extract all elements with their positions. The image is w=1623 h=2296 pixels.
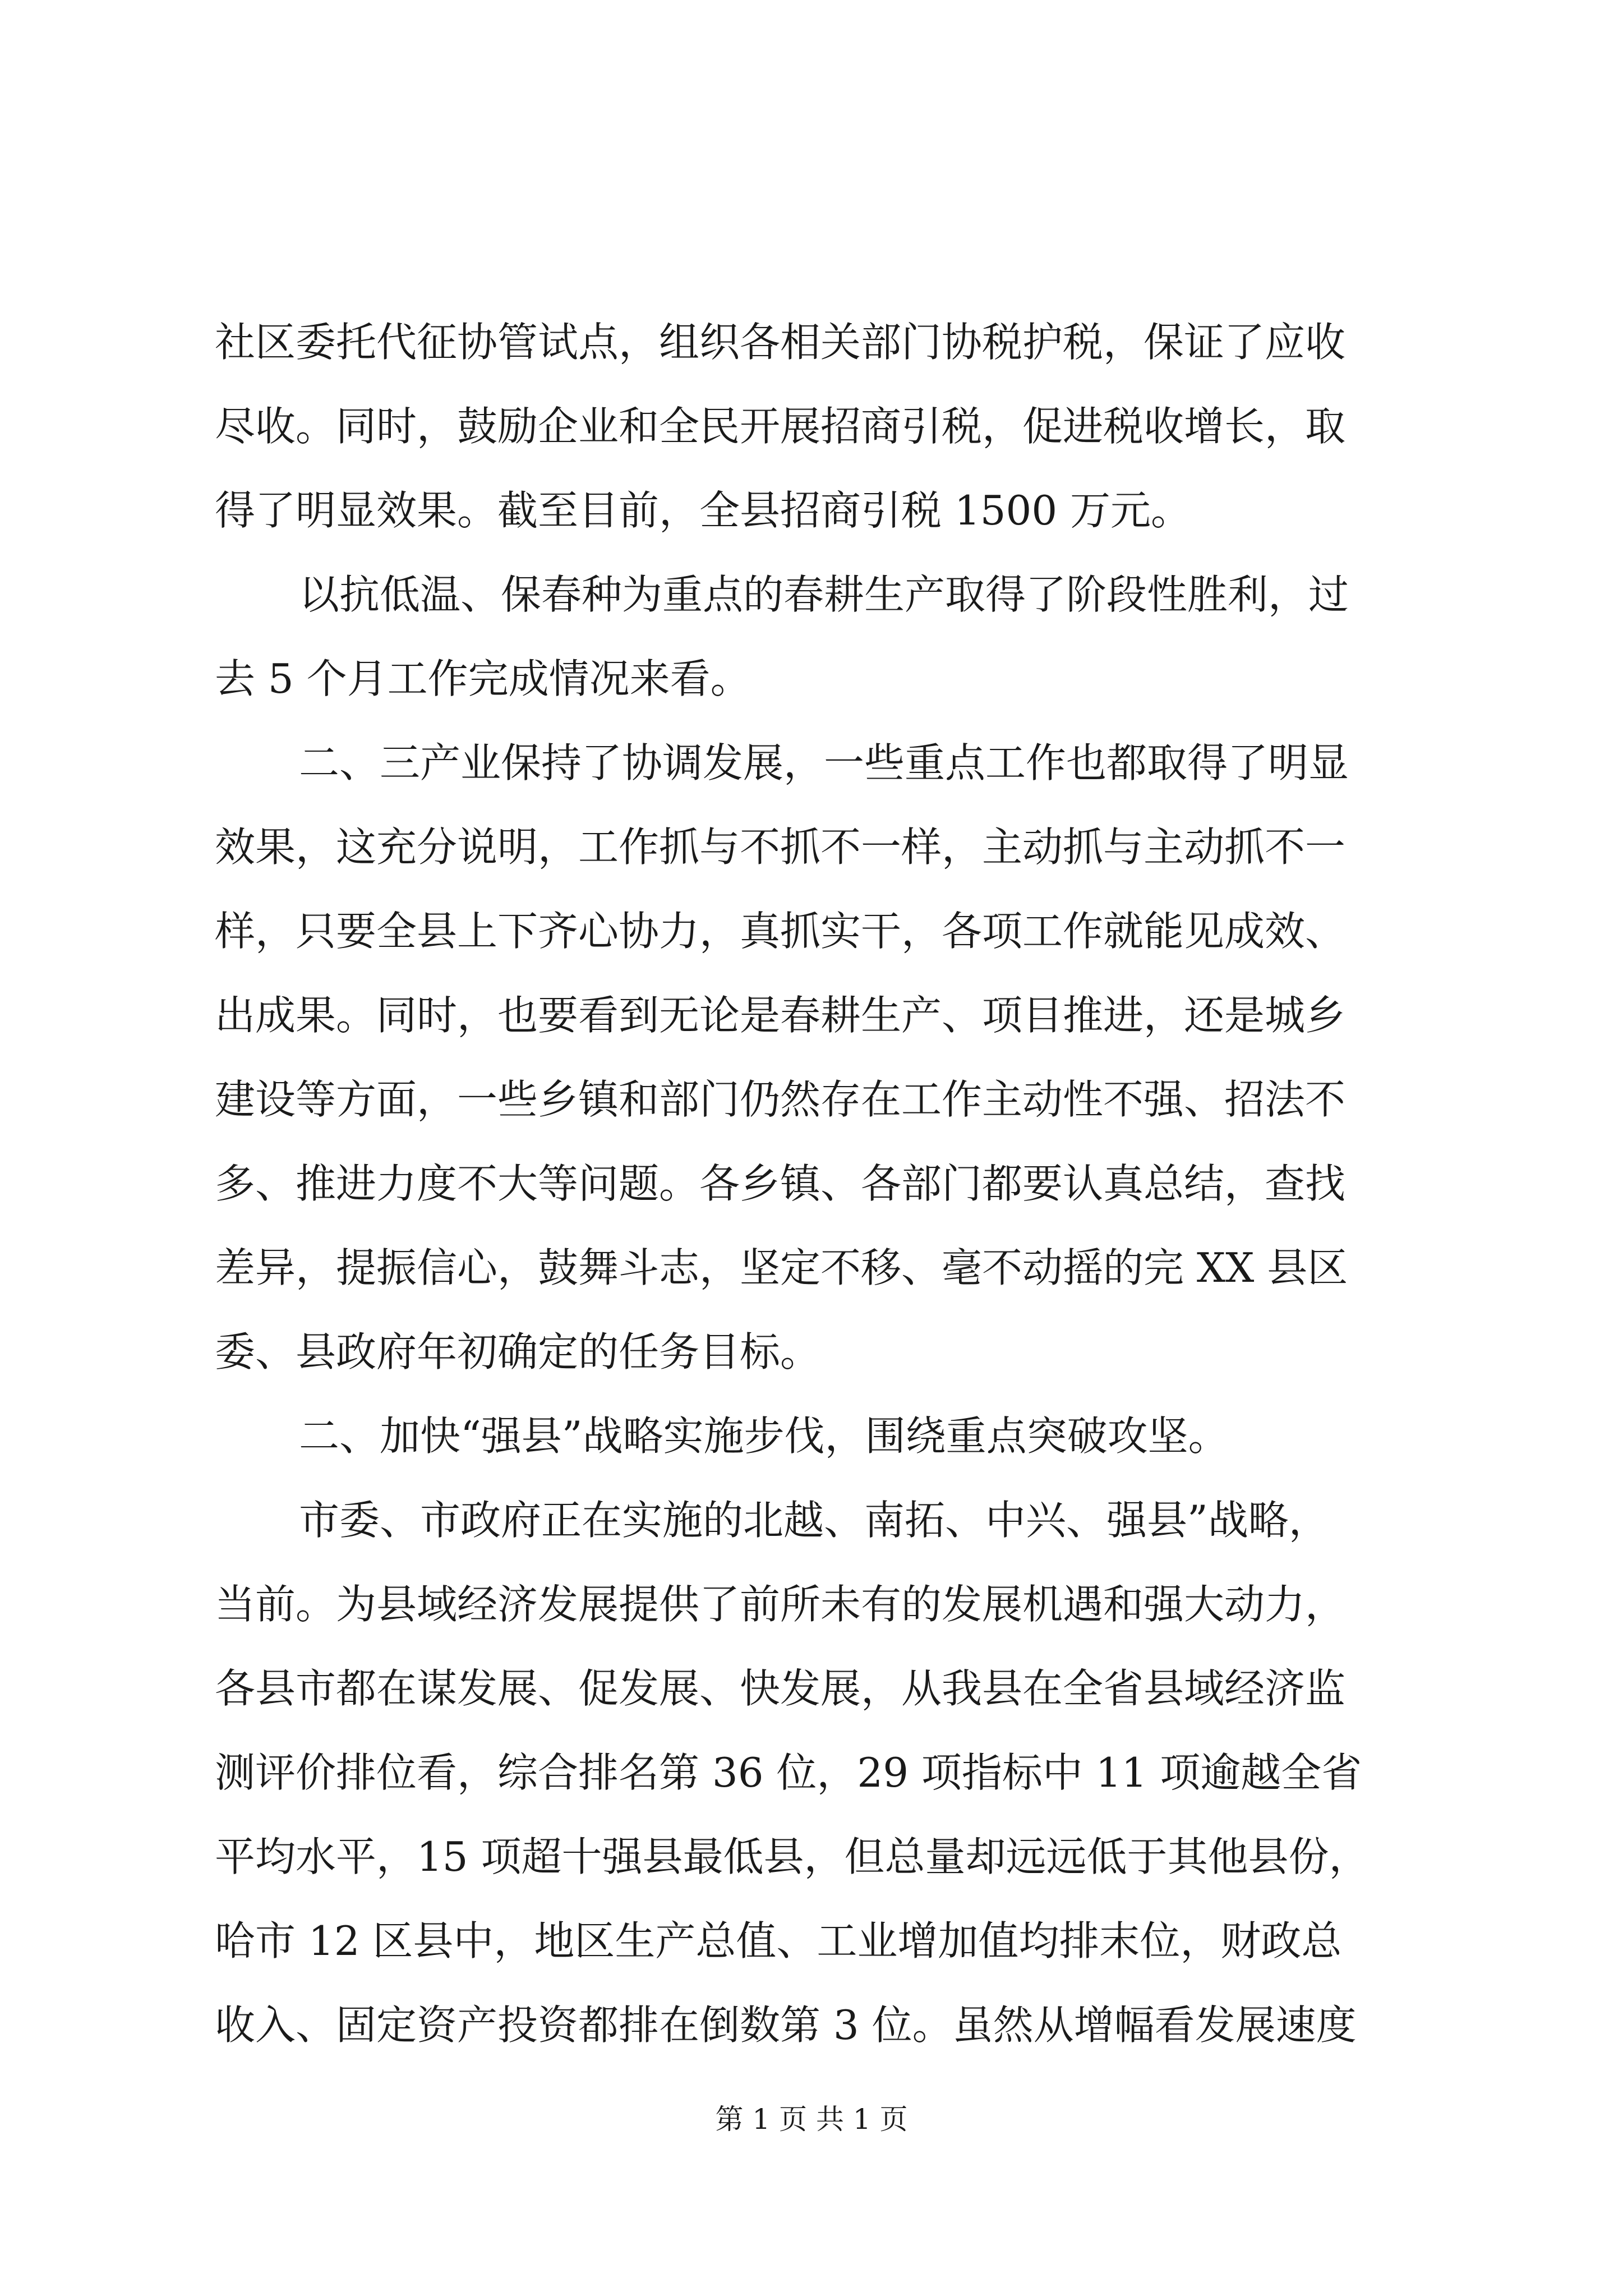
text-line: 差异，提振信心，鼓舞斗志，坚定不移、毫不动摇的完 XX 县区 [215,1244,1348,1291]
text-line: 委、县政府年初确定的任务目标。 [215,1328,821,1375]
text-line: 去 5 个月工作完成情况来看。 [215,655,751,702]
text-line: 样，只要全县上下齐心协力，真抓实干，各项工作就能见成效、 [215,908,1346,955]
text-line: 建设等方面，一些乡镇和部门仍然存在工作主动性不强、招法不 [215,1076,1346,1123]
text-line: 当前。为县域经济发展提供了前所未有的发展机遇和强大动力， [215,1581,1346,1628]
text-line: 社区委托代征协管试点，组织各相关部门协税护税，保证了应收 [215,319,1346,366]
page-number-footer: 第 1 页 共 1 页 [715,2103,908,2136]
document-body [215,300,1415,2067]
text-line: 测评价排位看，综合排名第 36 位，29 项指标中 11 项逾越全省 [215,1749,1362,1796]
text-line: 各县市都在谋发展、促发展、快发展，从我县在全省县域经济监 [215,1665,1346,1712]
text-line: 出成果。同时，也要看到无论是春耕生产、项目推进，还是城乡 [215,992,1346,1039]
text-line: 效果，这充分说明，工作抓与不抓不一样，主动抓与主动抓不一 [215,823,1346,871]
text-line: 平均水平，15 项超十强县最低县，但总量却远远低于其他县份， [215,1833,1370,1880]
text-line: 收入、固定资产投资都排在倒数第 3 位。虽然从增幅看发展速度 [215,2001,1357,2049]
text-line: 以抗低温、保春种为重点的春耕生产取得了阶段性胜利，过 [299,571,1349,618]
text-line: 哈市 12 区县中，地区生产总值、工业增加值均排末位，财政总 [215,1917,1342,1964]
text-line: 二、三产业保持了协调发展，一些重点工作也都取得了明显 [299,739,1349,786]
text-line: 市委、市政府正在实施的北越、南拓、中兴、强县”战略， [299,1497,1329,1544]
section-heading: 二、加快“强县”战略实施步伐，围绕重点突破攻坚。 [299,1412,1229,1460]
text-line: 多、推进力度不大等问题。各乡镇、各部门都要认真总结，查找 [215,1160,1346,1207]
text-line: 得了明显效果。截至目前，全县招商引税 1500 万元。 [215,487,1192,534]
text-line: 尽收。同时，鼓励企业和全民开展招商引税，促进税收增长，取 [215,403,1346,450]
